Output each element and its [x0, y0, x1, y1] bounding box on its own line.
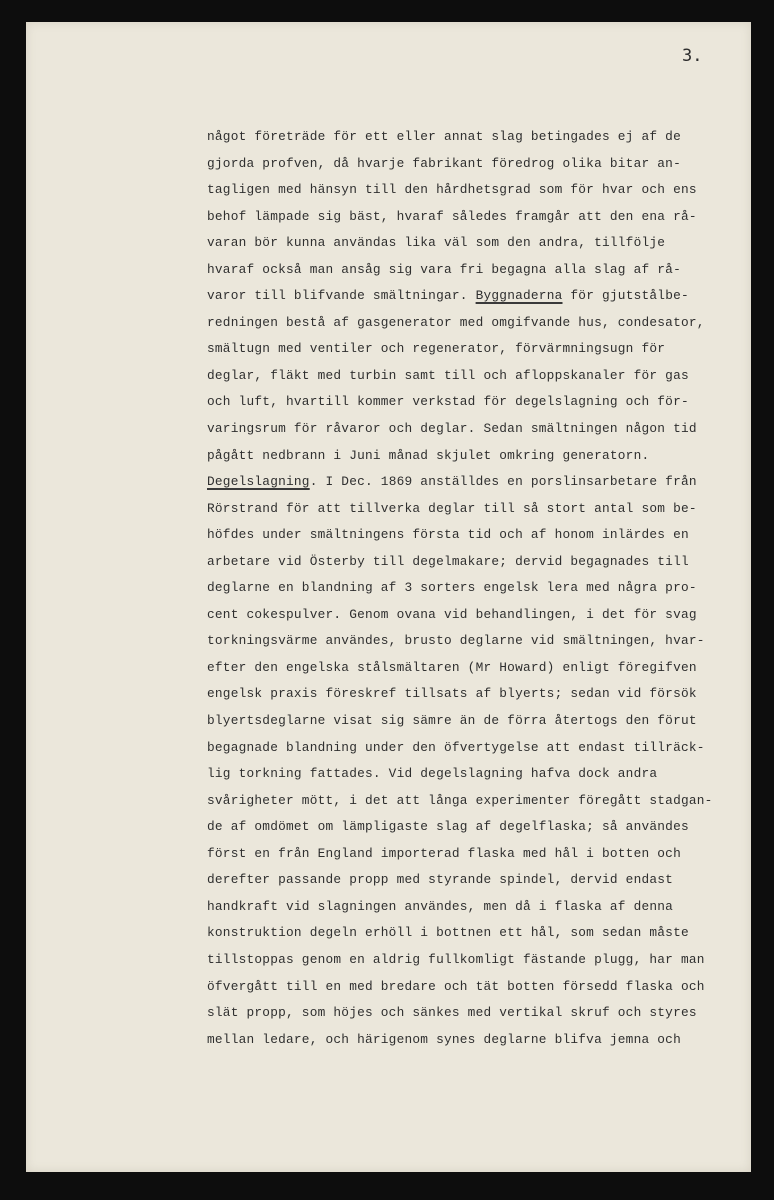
- text-line: [207, 681, 713, 708]
- text-line: [207, 177, 713, 204]
- underlined-heading: Byggnaderna: [475, 288, 563, 304]
- text-segment: handkraft vid slagningen användes, men då i flaska af denna: [207, 898, 674, 914]
- text-segment: Rörstrand för att tillverka deglar till så stort antal som be-: [207, 500, 697, 516]
- text-segment: varan bör kunna användas lika väl som den andra, tillfölje: [207, 235, 666, 251]
- text-segment: deglarne en blandning af 3 sorters engelsk lera med några pro-: [207, 580, 697, 596]
- text-line: [207, 310, 713, 337]
- text-line: [207, 336, 713, 363]
- text-segment: först en från England importerad flaska med hål i botten och: [207, 845, 681, 861]
- text-line: [207, 389, 713, 416]
- text-segment: redningen bestå af gasgenerator med omgifvande hus, condesator,: [207, 314, 705, 330]
- text-segment: varor till blifvande smältningar.: [207, 288, 476, 304]
- text-segment: och luft, hvartill kommer verkstad för degelslagning och för-: [207, 394, 689, 410]
- text-segment: efter den engelska stålsmältaren (Mr Howard) enligt föregifven: [207, 659, 697, 675]
- text-line: [207, 151, 713, 178]
- text-line: [207, 894, 713, 921]
- text-segment: något företräde för ett eller annat slag betingades ej af de: [207, 129, 681, 144]
- text-segment: deglar, fläkt med turbin samt till och afloppskanaler för gas: [207, 367, 689, 383]
- text-line: [207, 549, 713, 576]
- text-segment: blyertsdeglarne visat sig sämre än de förra återtogs den förut: [207, 713, 697, 729]
- text-line: [207, 443, 713, 470]
- document-page: [26, 22, 751, 1172]
- text-line: [207, 257, 713, 284]
- text-segment: pågått nedbrann i Juni månad skjulet omkring generatorn.: [207, 447, 650, 463]
- text-line: [207, 788, 713, 815]
- text-line: [207, 655, 713, 682]
- text-segment: begagnade blandning under den öfvertygelse att endast tillräck-: [207, 739, 705, 755]
- text-line: [207, 947, 713, 974]
- text-line: [207, 416, 713, 443]
- text-segment: slät propp, som höjes och sänkes med vertikal skruf och styres: [207, 1005, 697, 1021]
- page-number: 3.: [682, 46, 703, 66]
- underlined-heading: Degelslagning: [207, 474, 310, 490]
- text-line: [207, 841, 713, 868]
- text-line: [207, 735, 713, 762]
- text-segment: derefter passande propp med styrande spindel, dervid endast: [207, 872, 674, 888]
- text-line: [207, 496, 713, 523]
- text-line: [207, 522, 713, 549]
- text-line: [207, 974, 713, 1001]
- text-segment: hvaraf också man ansåg sig vara fri begagna alla slag af rå-: [207, 261, 681, 277]
- text-segment: de af omdömet om lämpligaste slag af degelflaska; så användes: [207, 819, 689, 835]
- text-line: [207, 283, 713, 310]
- typewritten-text-block: [207, 124, 713, 1053]
- text-segment: arbetare vid Österby till degelmakare; dervid begagnades till: [207, 553, 689, 569]
- text-line: [207, 602, 713, 629]
- text-segment: tillstoppas genom en aldrig fullkomligt fästande plugg, har man: [207, 951, 705, 967]
- text-line: [207, 124, 713, 151]
- text-segment: öfvergått till en med bredare och tät botten försedd flaska och: [207, 978, 705, 994]
- text-line: [207, 469, 713, 496]
- text-segment: . I Dec. 1869 anställdes en porslinsarbetare från: [309, 474, 697, 490]
- text-segment: konstruktion degeln erhöll i bottnen ett hål, som sedan måste: [207, 925, 689, 941]
- text-segment: behof lämpade sig bäst, hvaraf således framgår att den ena rå-: [207, 208, 697, 224]
- text-segment: höfdes under smältningens första tid och af honom inlärdes en: [207, 527, 689, 543]
- text-line: [207, 1027, 713, 1054]
- text-segment: gjorda profven, då hvarje fabrikant föredrog olika bitar an-: [207, 155, 681, 171]
- text-line: [207, 204, 713, 231]
- text-segment: tagligen med hänsyn till den hårdhetsgrad som för hvar och ens: [207, 182, 697, 198]
- text-segment: smältugn med ventiler och regenerator, förvärmningsugn för: [207, 341, 666, 357]
- text-line: [207, 575, 713, 602]
- text-line: [207, 867, 713, 894]
- text-segment: engelsk praxis föreskref tillsats af blyerts; sedan vid försök: [207, 686, 697, 702]
- text-line: [207, 761, 713, 788]
- text-segment: mellan ledare, och härigenom synes deglarne blifva jemna och: [207, 1031, 681, 1047]
- text-segment: cent cokespulver. Genom ovana vid behandlingen, i det för svag: [207, 606, 697, 622]
- text-line: [207, 1000, 713, 1027]
- text-segment: för gjutstålbe-: [562, 288, 689, 304]
- text-segment: varingsrum för råvaror och deglar. Sedan smältningen någon tid: [207, 421, 697, 437]
- text-line: [207, 920, 713, 947]
- text-segment: torkningsvärme användes, brusto deglarne vid smältningen, hvar-: [207, 633, 705, 649]
- text-segment: svårigheter mött, i det att långa experimenter föregått stadgan-: [207, 792, 713, 808]
- text-line: [207, 708, 713, 735]
- text-line: [207, 363, 713, 390]
- text-line: [207, 628, 713, 655]
- text-line: [207, 814, 713, 841]
- text-segment: lig torkning fattades. Vid degelslagning hafva dock andra: [207, 766, 658, 782]
- text-line: [207, 230, 713, 257]
